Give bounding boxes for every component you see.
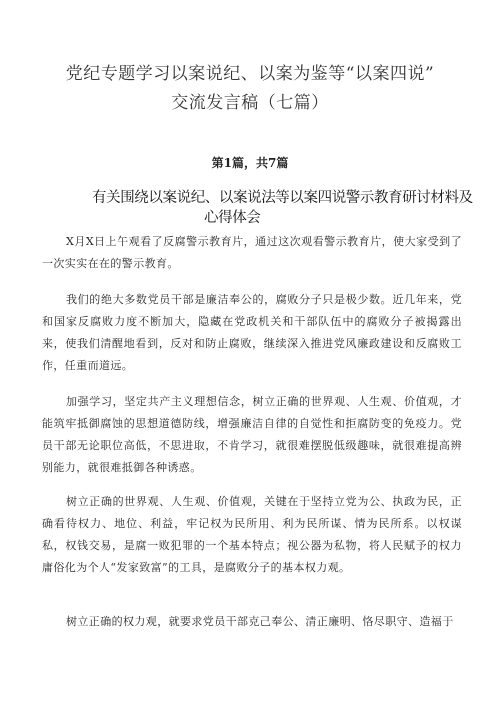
paragraph-2: 我们的绝大多数党员干部是廉洁奉公的，腐败分子只是极少数。近几年来，党和国家反腐败力度不断加大，隐藏在党政机关和干部队伍中的腐败分子被揭露出来，使我们清醒地看到，反对和防止腐败，继续深入推进党风廉政建设和反腐败工作，任重而道远。 (42, 293, 462, 372)
part-label: 第1篇，共7篇 (211, 156, 289, 170)
document-title (40, 60, 460, 118)
title-line-2: 交流发言稿（七篇） (171, 93, 329, 113)
title-line-1: 党纪专题学习以案说纪、以案为鉴等“以案四说” (65, 64, 435, 84)
heading-line-2: 心得体会 (204, 210, 261, 226)
paragraph-4: 树立正确的世界观、人生观、价值观，关键在于坚持立党为公、执政为民，正确看待权力、地位、利益，牢记权为民所用、利为民所谋、情为民所系。以权谋私，权钱交易，是腐一败犯罪的一个基本特点；视公器为私物，将人民赋予的权力庸俗化为个人“发家致富”的工具，是腐败分子的基本权力观。 (42, 495, 462, 574)
paragraph-3: 加强学习，坚定共产主义理想信念，树立正确的世界观、人生观、价值观，才能筑牢抵御腐蚀的思想道德防线，增强廉洁自律的自觉性和拒腐防变的免疫力。党员干部无论职位高低，不思进取，不肯学习，就很难摆脱低级趣味，就很难提高辨别能力，就很难抵御各种诱惑。 (42, 395, 462, 474)
paragraph-5: 树立正确的权力观，就要求党员干部克己奉公、清正廉明、恪尽职守、造福于 (66, 615, 454, 628)
paragraph-1: X月X日上午观看了反腐警示教育片，通过这次观看警示教育片，使大家受到了一次实实在在的警示教育。 (42, 235, 462, 270)
section-heading (92, 188, 482, 228)
heading-line-1: 有关围绕以案说纪、以案说法等以案四说警示教育研讨材料及 (92, 190, 473, 206)
